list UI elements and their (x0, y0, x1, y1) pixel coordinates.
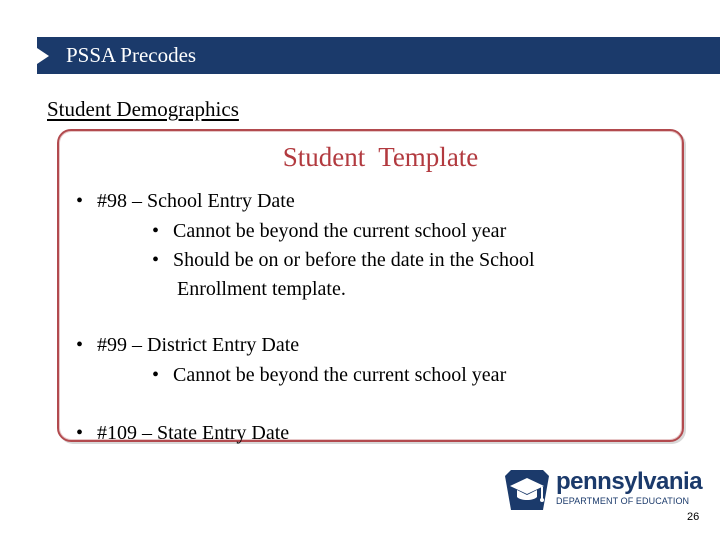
bullet-text: #98 – School Entry Date (97, 190, 295, 212)
sub-bullet-item (152, 218, 506, 244)
bullet-marker: • (76, 334, 84, 356)
arrow-right-icon (37, 48, 49, 64)
section-title: Student Demographics (47, 97, 239, 121)
panel-title: Student Template (282, 142, 479, 172)
template-panel (57, 129, 684, 442)
sub-bullet-continuation: Enrollment template. (177, 278, 346, 300)
sub-bullet-item (152, 247, 535, 273)
bullet-marker: • (76, 190, 84, 212)
bullet-text: #99 – District Entry Date (97, 334, 300, 356)
bullet-marker: • (152, 220, 160, 242)
sub-bullet-text: Should be on or before the date in the School (173, 249, 535, 271)
pennsylvania-education-logo (503, 466, 703, 512)
bullet-marker: • (152, 249, 160, 271)
bullet-text: #109 – State Entry Date (97, 422, 290, 444)
page-number: 26 (687, 511, 700, 523)
bullet-item (76, 188, 295, 214)
sub-bullet-text: Cannot be beyond the current school year (173, 220, 507, 242)
keystone-graduation-cap-icon (503, 466, 551, 512)
sub-bullet-text: Cannot be beyond the current school year (173, 364, 507, 386)
bullet-item (76, 420, 289, 446)
sub-bullet-item (152, 362, 506, 388)
slide-header-title: PSSA Precodes (66, 43, 197, 67)
bullet-marker: • (152, 364, 160, 386)
bullet-item (76, 332, 299, 358)
logo-subtitle: DEPARTMENT OF EDUCATION (556, 496, 690, 506)
bullet-marker: • (76, 422, 84, 444)
logo-main-text: pennsylvania (556, 468, 703, 495)
